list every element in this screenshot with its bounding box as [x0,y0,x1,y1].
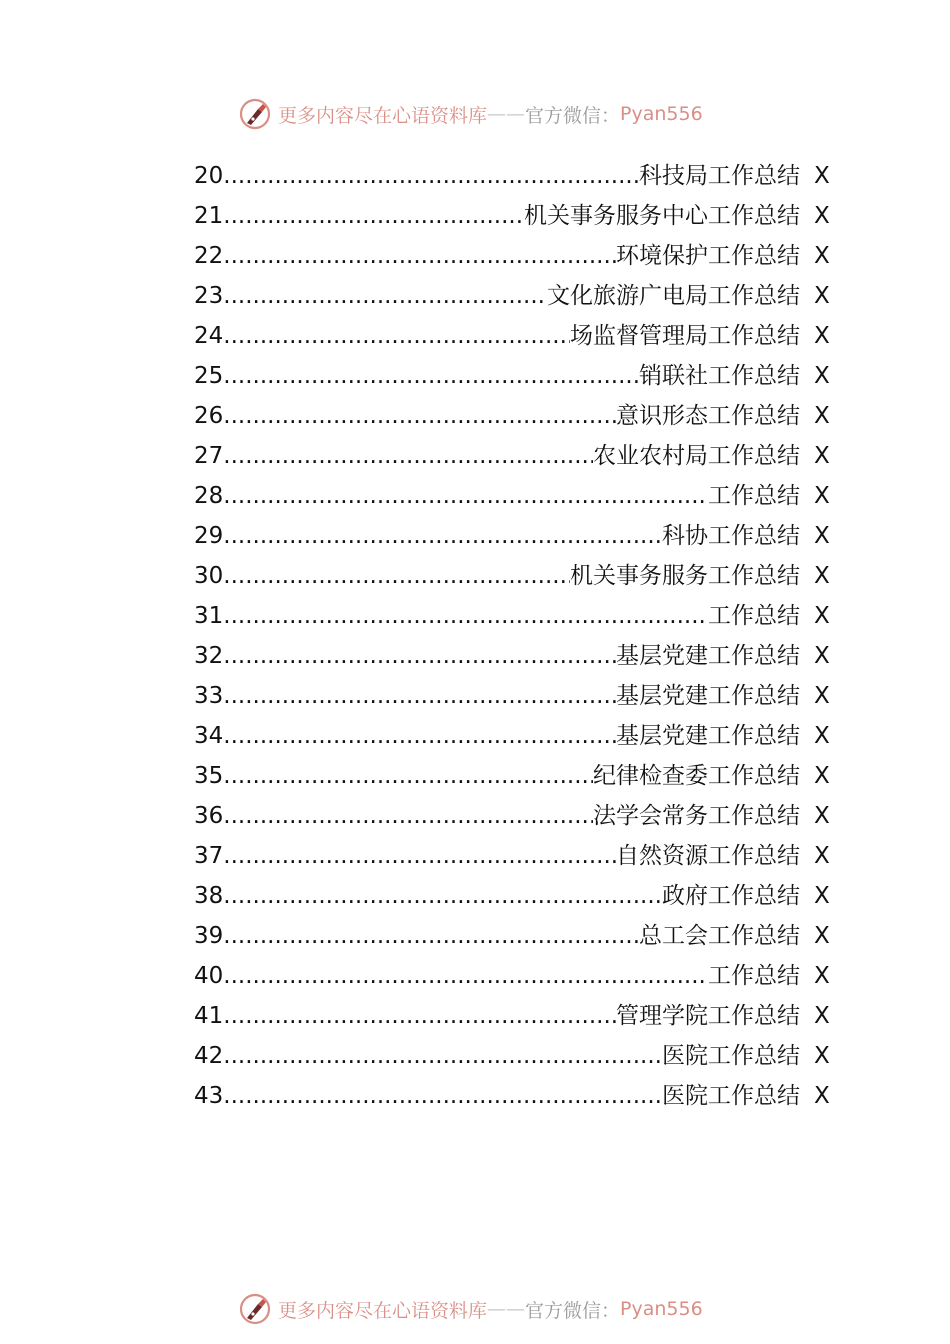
toc-entry-page: X [814,363,830,389]
toc-entry[interactable] [194,196,844,236]
toc-entry-title: 场监督管理局工作总结 [570,323,800,349]
watermark-wechat-id: Pyan556 [620,103,703,125]
toc-entry-title: 基层党建工作总结 [616,683,800,709]
toc-entry-page: X [814,323,830,349]
toc-dot-leader [223,876,662,916]
toc-entry[interactable] [194,396,844,436]
toc-dot-leader [223,836,616,876]
toc-dot-leader [223,356,639,396]
toc-dot-leader [223,1036,662,1076]
toc-dot-leader [223,476,708,516]
toc-entry-number: 20 [194,163,224,189]
toc-entry-title: 基层党建工作总结 [616,643,800,669]
toc-entry-page: X [814,723,830,749]
toc-dot-leader [223,676,616,716]
toc-entry-number: 38 [194,883,224,909]
pen-nib-logo-icon [238,1292,272,1326]
toc-entry[interactable] [194,436,844,476]
toc-entry-title: 总工会工作总结 [639,923,800,949]
toc-dot-leader [223,436,593,476]
toc-entry-number: 33 [194,683,224,709]
toc-entry-number: 27 [194,443,224,469]
toc-entry-number: 28 [194,483,224,509]
toc-entry[interactable] [194,876,844,916]
toc-entry-page: X [814,923,830,949]
toc-entry-title: 科协工作总结 [662,523,800,549]
toc-entry-page: X [814,963,830,989]
toc-entry[interactable] [194,996,844,1036]
watermark-brand-text: 更多内容尽在心语资料库 [278,104,488,127]
toc-entry-title: 法学会常务工作总结 [593,803,800,829]
watermark-official-label: 官方微信： [525,104,621,127]
toc-entry-number: 30 [194,563,224,589]
watermark-official-label: 官方微信： [525,1299,621,1322]
toc-entry-title: 政府工作总结 [662,883,800,909]
toc-dot-leader [223,636,616,676]
toc-entry-title: 医院工作总结 [662,1043,800,1069]
toc-entry-title: 工作总结 [708,963,800,989]
toc-entry-page: X [814,163,830,189]
toc-dot-leader [223,596,708,636]
watermark-wechat-id: Pyan556 [620,1298,703,1320]
toc-entry[interactable] [194,316,844,356]
toc-entry-number: 36 [194,803,224,829]
toc-entry[interactable] [194,556,844,596]
toc-entry[interactable] [194,836,844,876]
toc-entry-title: 工作总结 [708,483,800,509]
toc-dot-leader [223,716,616,756]
pen-nib-logo-icon [238,97,272,131]
toc-dot-leader [223,516,662,556]
toc-entry-number: 34 [194,723,224,749]
table-of-contents [194,156,844,1116]
toc-entry-title: 机关事务服务工作总结 [570,563,800,589]
toc-dot-leader [223,956,708,996]
toc-entry-number: 43 [194,1083,224,1109]
toc-entry-number: 37 [194,843,224,869]
toc-entry-page: X [814,763,830,789]
toc-entry-number: 22 [194,243,224,269]
toc-entry[interactable] [194,516,844,556]
toc-entry-title: 基层党建工作总结 [616,723,800,749]
watermark-separator: —— [487,103,526,125]
toc-entry-page: X [814,483,830,509]
toc-entry-page: X [814,603,830,629]
toc-entry[interactable] [194,796,844,836]
toc-entry-page: X [814,403,830,429]
toc-entry-number: 21 [194,203,224,229]
toc-entry-page: X [814,1083,830,1109]
toc-entry-title: 农业农村局工作总结 [593,443,800,469]
toc-entry[interactable] [194,1076,844,1116]
toc-entry[interactable] [194,756,844,796]
toc-entry[interactable] [194,676,844,716]
toc-entry-number: 40 [194,963,224,989]
footer-watermark [238,1289,738,1329]
toc-entry-page: X [814,883,830,909]
toc-entry-page: X [814,283,830,309]
toc-entry-number: 25 [194,363,224,389]
toc-entry-title: 意识形态工作总结 [616,403,800,429]
toc-entry-page: X [814,1043,830,1069]
toc-dot-leader [223,276,547,316]
toc-dot-leader [223,1076,662,1116]
toc-entry-title: 销联社工作总结 [639,363,800,389]
watermark-separator: —— [487,1298,526,1320]
toc-entry[interactable] [194,1036,844,1076]
toc-entry[interactable] [194,716,844,756]
toc-entry[interactable] [194,276,844,316]
toc-entry-page: X [814,563,830,589]
toc-dot-leader [223,236,616,276]
toc-dot-leader [223,996,616,1036]
toc-entry-title: 机关事务服务中心工作总结 [524,203,800,229]
toc-entry-number: 26 [194,403,224,429]
toc-entry-page: X [814,683,830,709]
toc-entry-number: 29 [194,523,224,549]
toc-dot-leader [223,396,616,436]
toc-dot-leader [223,756,593,796]
toc-dot-leader [223,556,570,596]
toc-dot-leader [223,156,639,196]
toc-entry-page: X [814,1003,830,1029]
toc-entry[interactable] [194,156,844,196]
header-watermark [238,94,738,134]
toc-entry-number: 32 [194,643,224,669]
toc-entry-page: X [814,443,830,469]
toc-entry[interactable] [194,236,844,276]
toc-entry-title: 文化旅游广电局工作总结 [547,283,800,309]
toc-entry-page: X [814,523,830,549]
watermark-brand-text: 更多内容尽在心语资料库 [278,1299,488,1322]
toc-entry-title: 环境保护工作总结 [616,243,800,269]
toc-entry-number: 31 [194,603,224,629]
toc-entry-number: 24 [194,323,224,349]
toc-entry-page: X [814,843,830,869]
toc-entry-number: 39 [194,923,224,949]
toc-entry-number: 42 [194,1043,224,1069]
toc-entry-page: X [814,203,830,229]
toc-dot-leader [223,916,639,956]
toc-entry[interactable] [194,476,844,516]
toc-entry[interactable] [194,356,844,396]
toc-entry-page: X [814,803,830,829]
toc-entry[interactable] [194,636,844,676]
toc-entry-title: 纪律检查委工作总结 [593,763,800,789]
toc-entry[interactable] [194,956,844,996]
toc-entry[interactable] [194,916,844,956]
toc-entry-title: 科技局工作总结 [639,163,800,189]
toc-entry-number: 35 [194,763,224,789]
toc-entry[interactable] [194,596,844,636]
toc-entry-page: X [814,243,830,269]
toc-entry-title: 工作总结 [708,603,800,629]
toc-entry-number: 23 [194,283,224,309]
toc-dot-leader [223,196,524,236]
toc-entry-title: 医院工作总结 [662,1083,800,1109]
toc-entry-page: X [814,643,830,669]
toc-entry-number: 41 [194,1003,224,1029]
toc-entry-title: 自然资源工作总结 [616,843,800,869]
toc-dot-leader [223,796,593,836]
toc-entry-title: 管理学院工作总结 [616,1003,800,1029]
toc-dot-leader [223,316,570,356]
